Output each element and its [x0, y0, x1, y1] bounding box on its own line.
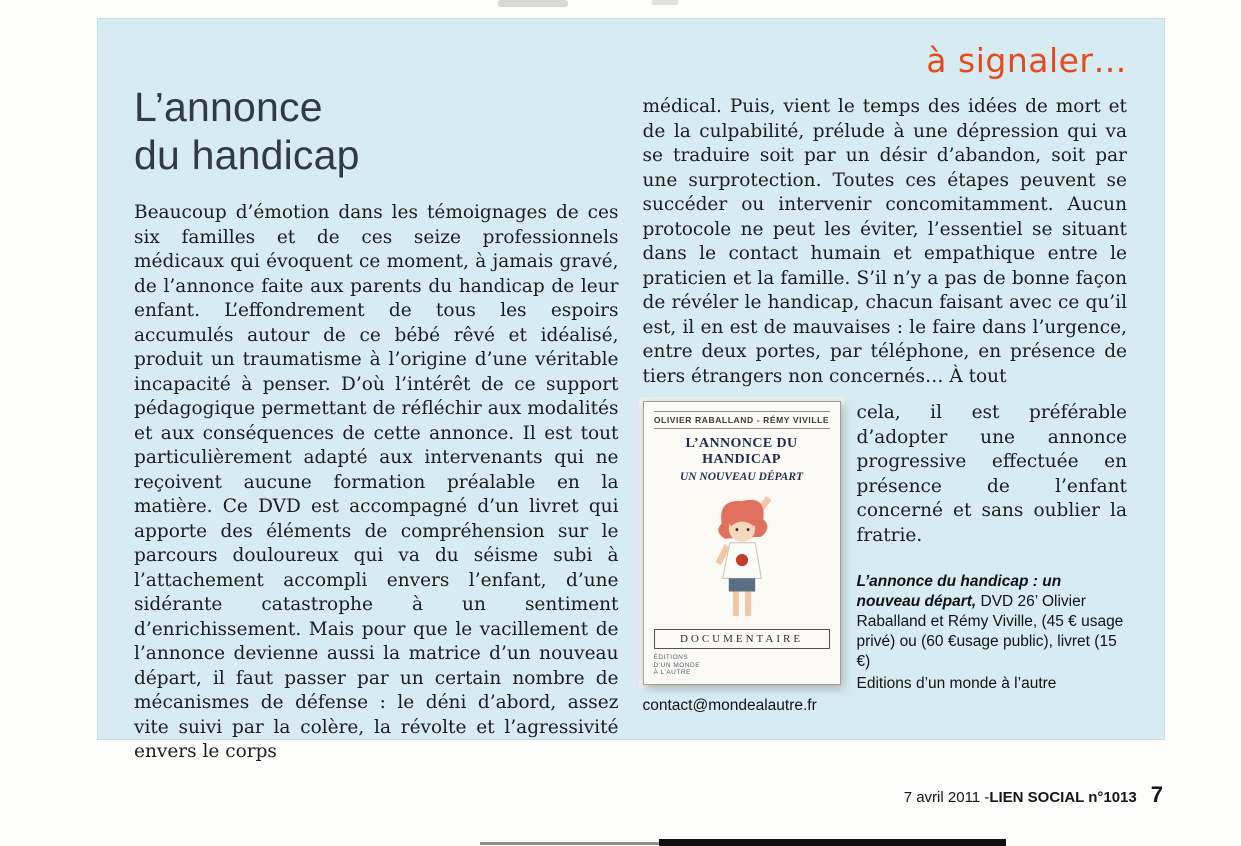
article-body-right: médical. Puis, vient le temps des idées de mort et de la culpabilité, prélude à une dépression qui va se traduire soit par un désir d’abandon, soit par une surprotection. Toutes ces étapes peuvent se succéder ou intervenir concomitamment. Aucun protocole ne peut les éviter, l’essentiel se situant dans le contact humain et empathique entre le praticien et la famille. S’il n’y a pas de bonne façon de révéler le handicap, chacun faisant avec ce qu’il est, il en est de mauvaises : le faire dans l’urgence, entre deux portes, par téléphone, en présence de tiers étrangers non concernés… À tout: [642, 96, 1127, 387]
dvd-cover-authors: OLIVIER RABALLAND - RÉMY VIVILLE: [654, 411, 830, 429]
scan-artifact-gray-bar: [480, 842, 660, 845]
dvd-cover: [643, 401, 841, 685]
article-title-line1: L’annonce: [134, 84, 323, 130]
section-badge: à signaler…: [926, 41, 1127, 80]
article-title-line2: du handicap: [134, 132, 360, 178]
dvd-cover-publisher-line2: D’UN MONDE: [653, 661, 701, 669]
dvd-cover-illustration: [686, 491, 798, 623]
media-block: [643, 401, 1128, 716]
dvd-caption-publisher: Editions d’un monde à l’autre: [856, 675, 1057, 693]
scan-artifact-top2: [652, 0, 678, 5]
dvd-cover-publisher: [654, 654, 701, 677]
page-footer: [904, 782, 1163, 808]
dvd-cover-publisher-line1: ÉDITIONS: [653, 654, 689, 662]
article-body-left: Beaucoup d’émotion dans les témoignages de ces six familles et de ces seize professionnels médicaux qui évoquent ce moment, à jamais gravé, de l’annonce faite aux parents du handicap de leur enfant. L’effondrement de tous les espoirs accumulés autour de ce bébé rêvé et idéalisé, produit un traumatisme à l’origine d’une véritable incapacité à penser. D’où l’intérêt de ce support pédagogique permettant de réfléchir aux modalités et aux conséquences de cette annonce. Il est tout particulièrement adapté aux intervenants qui ne reçoivent aucune formation préalable en la matière. Ce DVD est accompagné d’un livret qui apporte des éléments de compréhension sur le parcours douloureux qui va du séisme subi à l’attachement accompli envers l’enfant, d’une sidérante catastrophe à un sentiment d’enrichissement. Mais pour que le vacillement de l’annonce devienne aussi la matrice d’un nouveau départ, il faut passer par un certain nombre de mécanismes de défense : le déni d’abord, assez vite suivi par la colère, la révolte et l’agressivité envers le corps: [134, 202, 619, 762]
dvd-caption-details: DVD 26’ Olivier Raballand et Rémy Viville, (45 € usage privé) ou (60 €usage public), livret (15 €): [856, 593, 1124, 671]
left-column: [134, 43, 619, 765]
page-number: 7: [1150, 782, 1163, 807]
article-title: [134, 83, 619, 179]
article-body-wrap: cela, il est préférable d’adopter une annonce progressive effectuée en présence de l’enfant concerné et sans oublier la fratrie.: [856, 402, 1127, 546]
dvd-cover-genre: DOCUMENTAIRE: [654, 629, 830, 649]
dvd-cover-title: L’ANNONCE DU HANDICAP: [685, 436, 798, 468]
footer-journal: LIEN SOCIAL n°1013: [989, 789, 1137, 806]
article-panel: [97, 18, 1165, 762]
dvd-caption-contact: contact@mondealautre.fr: [642, 697, 817, 715]
dvd-cover-subtitle: UN NOUVEAU DÉPART: [679, 471, 804, 484]
dvd-cover-publisher-line3: À L’AUTRE: [653, 669, 691, 677]
dvd-caption-title: L’annonce du handicap : un nouveau départ,: [856, 573, 1062, 611]
scan-artifact-top: [498, 0, 568, 7]
right-column: [643, 43, 1128, 765]
footer-date: 7 avril 2011 -: [903, 789, 990, 806]
scan-artifact-black-bar: [659, 839, 1006, 846]
article-columns: [134, 43, 1127, 765]
